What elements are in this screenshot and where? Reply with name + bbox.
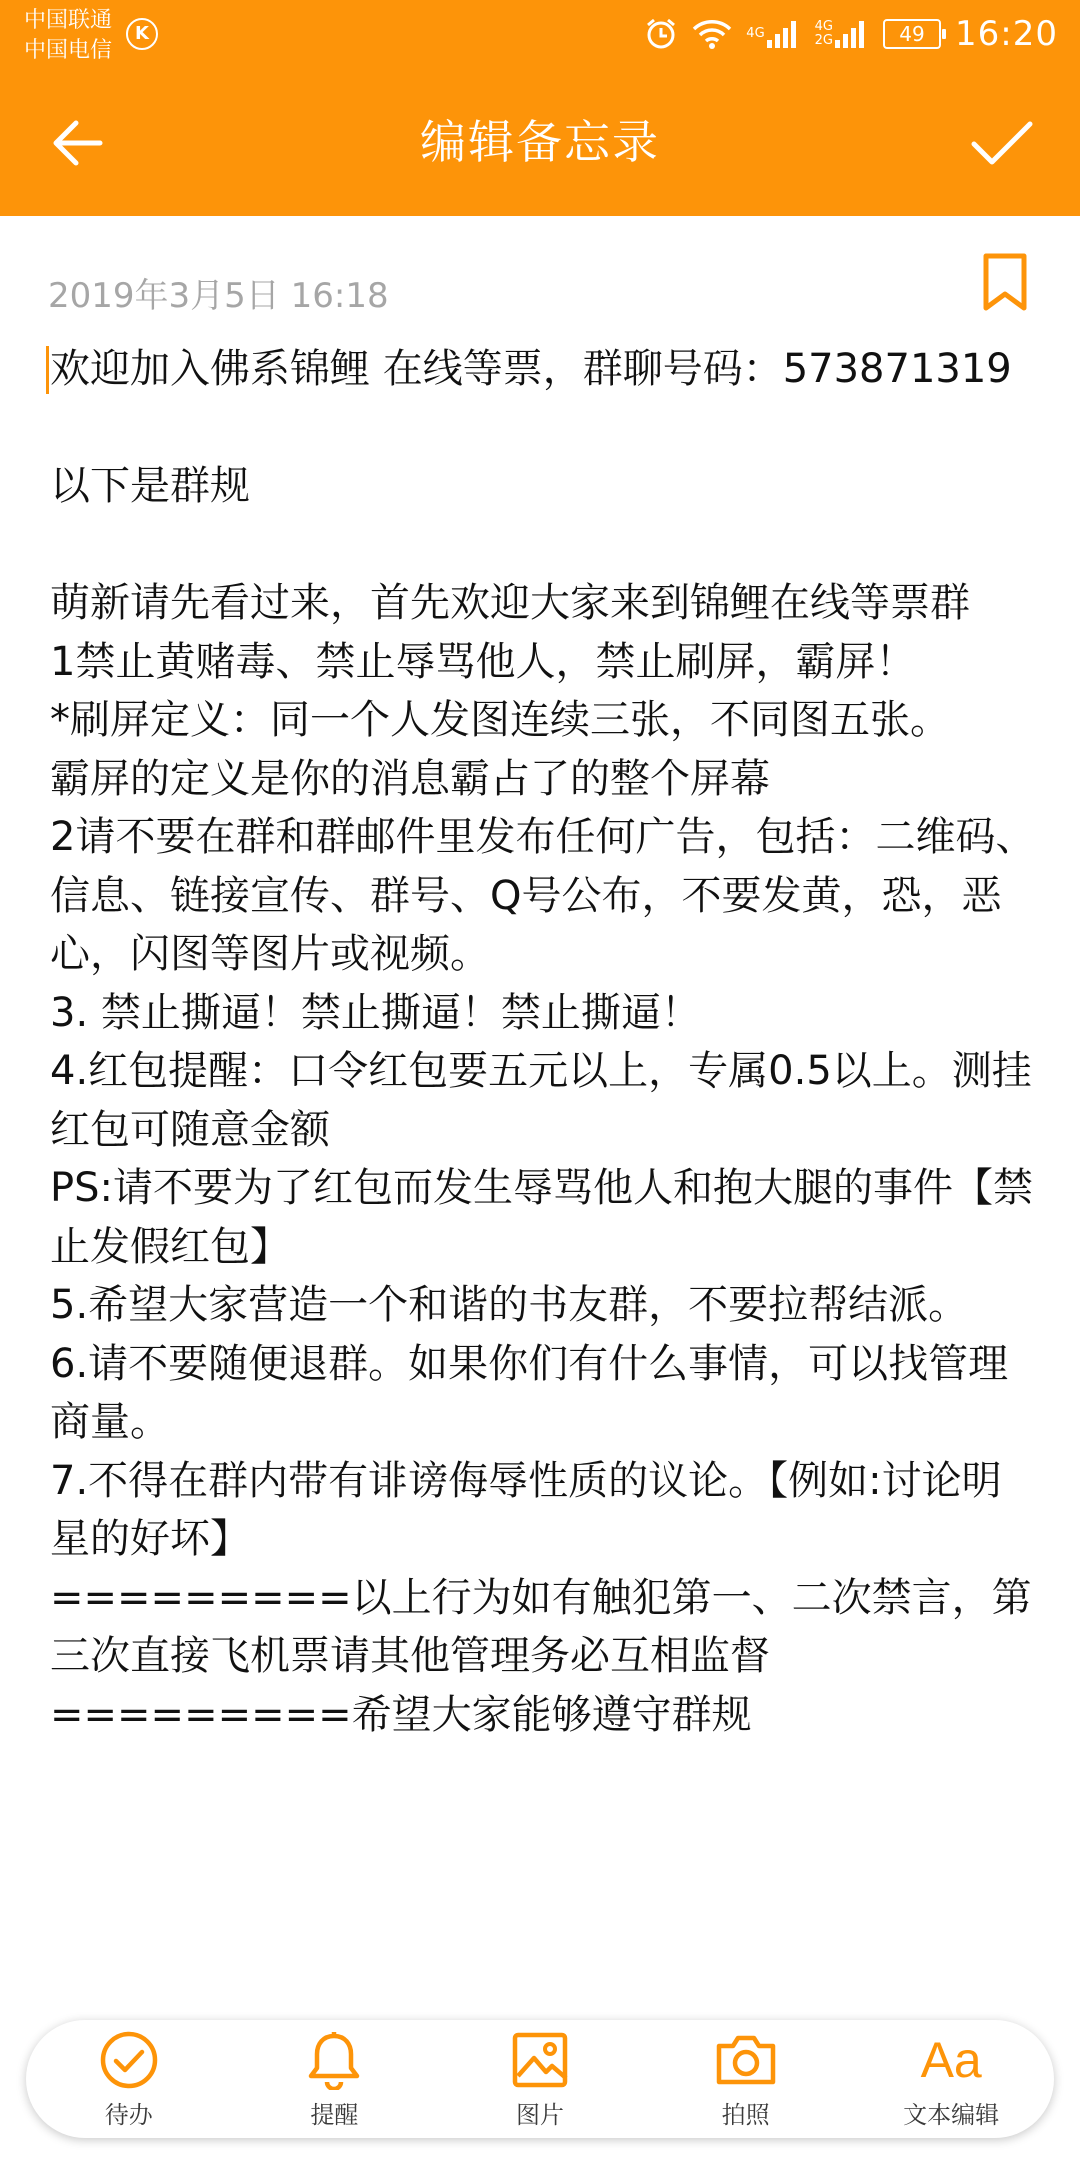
signal-strength-icon-sim1: [746, 18, 800, 50]
text-format-label: 文本编辑: [903, 2100, 1000, 2129]
reminder-button[interactable]: [239, 2020, 429, 2138]
camera-button[interactable]: [651, 2020, 841, 2138]
text-format-glyph: Aa: [920, 2031, 982, 2088]
status-bar: [0, 0, 1080, 70]
text-format-button[interactable]: [856, 2020, 1046, 2138]
bookmark-icon: [980, 252, 1030, 312]
status-time: 16:20: [955, 14, 1058, 54]
bookmark-button[interactable]: [980, 252, 1030, 312]
text-cursor: [46, 346, 49, 394]
bell-icon: [306, 2029, 362, 2091]
image-label: 图片: [515, 2100, 564, 2129]
reminder-label: 提醒: [310, 2100, 359, 2129]
camera-icon: [715, 2029, 777, 2091]
battery-icon: 49: [883, 19, 941, 49]
image-icon: [510, 2029, 570, 2091]
camera-label: 拍照: [721, 2100, 770, 2129]
image-button[interactable]: [445, 2020, 635, 2138]
app-bar: [0, 70, 1080, 216]
alarm-icon: [644, 17, 678, 51]
todo-label: 待办: [104, 2100, 153, 2129]
carrier-name-secondary: 中国电信: [24, 38, 113, 63]
network-type-label-bottom: 2G: [814, 33, 834, 48]
page-title: 编辑备忘录: [420, 115, 660, 169]
note-text-editor[interactable]: 欢迎加入佛系锦鲤 在线等票，群聊号码：573871319 以下是群规 萌新请先看过来，首先欢迎大家来到锦鲤在线等票群 1禁止黄赌毒、禁止辱骂他人，禁止刷屏，霸屏！ *刷屏定义：同一个人发图连续三张，不同图五张。 霸屏的定义是你的消息霸占了的整个屏幕 2请不要在群和群邮件里发布任何广告，包括：二维码、信息、链接宣传、群号、Q号公布，不要发黄，恐，恶心，闪图等图片或视频。 3. 禁止撕逼！禁止撕逼！禁止撕逼！ 4.红包提醒：口令红包要五元以上，专属0.5以上。测挂红包可随意金额 PS:请不要为了红包而发生辱骂他人和抱大腿的事件【禁止发假红包】 5.希望大家营造一个和谐的书友群，不要拉帮结派。 6.请不要随便退群。如果你们有什么事情，可以找管理商量。 7.不得在群内带有诽谤侮辱性质的议论。【例如:讨论明星的好坏】 =========以上行为如有触犯第一、二次禁言，第三次直接飞机票请其他管理务必互相监督 =========希望大家能够遵守群规: [50, 346, 1036, 1738]
wifi-icon: [692, 18, 732, 50]
save-button[interactable]: [966, 108, 1036, 178]
text-format-icon: [921, 2029, 982, 2091]
bottom-toolbar: [26, 2020, 1054, 2138]
checkmark-icon: [966, 108, 1036, 178]
network-type-label-top: 4G: [814, 19, 834, 34]
check-circle-icon: [99, 2029, 159, 2091]
status-icons: [644, 14, 1058, 54]
carrier-badge-icon: K: [126, 18, 158, 50]
todo-button[interactable]: [34, 2020, 224, 2138]
note-date: 2019年3月5日 16:18: [48, 276, 389, 316]
signal-strength-icon-sim2: [815, 18, 869, 50]
network-type-label: 4G: [746, 26, 765, 41]
carrier-name-primary: 中国联通: [24, 8, 113, 33]
